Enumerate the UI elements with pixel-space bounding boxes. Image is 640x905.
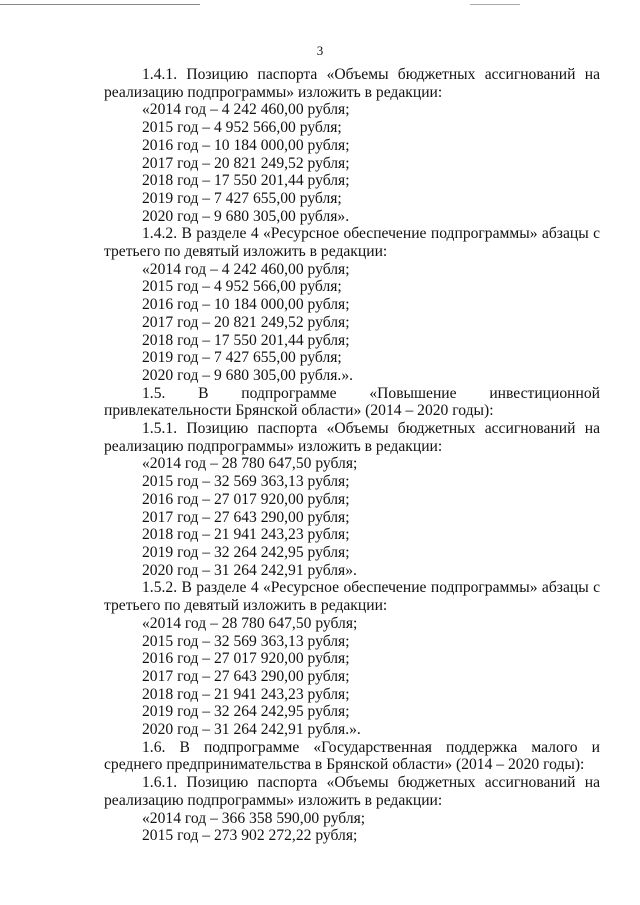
top-rule xyxy=(0,4,200,5)
budget-line: 2015 год – 32 569 363,13 рубля; xyxy=(142,473,350,491)
section-heading: 1.6.1. Позицию паспорта «Объемы бюджетных ассигнований на реализацию подпрограммы» изложить в редакции: xyxy=(104,774,600,809)
section-1-5 xyxy=(104,385,600,420)
budget-line: 2018 год – 21 941 243,23 рубля; xyxy=(142,685,350,703)
page-number: 3 xyxy=(316,43,324,58)
budget-line: 2018 год – 21 941 243,23 рубля; xyxy=(142,526,350,544)
budget-line: 2016 год – 27 017 920,00 рубля; xyxy=(142,490,350,508)
budget-line: «2014 год – 4 242 460,00 рубля; xyxy=(142,101,350,119)
budget-line: 2019 год – 32 264 242,95 рубля; xyxy=(142,543,350,561)
budget-line: 2017 год – 20 821 249,52 рубля; xyxy=(142,154,350,172)
document-body xyxy=(104,66,600,845)
budget-line: 2016 год – 10 184 000,00 рубля; xyxy=(142,296,350,314)
budget-line: 2018 год – 17 550 201,44 рубля; xyxy=(142,172,350,190)
budget-line: 2015 год – 273 902 272,22 рубля; xyxy=(142,827,358,845)
section-heading: 1.5.1. Позицию паспорта «Объемы бюджетных ассигнований на реализацию подпрограммы» изложить в редакции: xyxy=(104,420,600,455)
section-1-4-1 xyxy=(104,66,600,225)
budget-line: 2019 год – 7 427 655,00 рубля; xyxy=(142,349,342,367)
budget-line: 2020 год – 31 264 242,91 рубля». xyxy=(142,561,357,579)
top-rule-right xyxy=(470,4,520,5)
section-heading: 1.5. В подпрограмме «Повышение инвестиционной привлекательности Брянской области» (2014 – 2020 годы): xyxy=(104,384,600,420)
section-heading: 1.4.1. Позицию паспорта «Объемы бюджетных ассигнований на реализацию подпрограммы» изложить в редакции: xyxy=(104,66,600,101)
section-1-4-2 xyxy=(104,225,600,384)
budget-line: «2014 год – 28 780 647,50 рубля; xyxy=(142,455,358,473)
budget-line: 2020 год – 31 264 242,91 рубля.». xyxy=(142,721,361,739)
budget-line: «2014 год – 366 358 590,00 рубля; xyxy=(142,809,366,827)
budget-line: 2017 год – 27 643 290,00 рубля; xyxy=(142,508,350,526)
section-1-6-1 xyxy=(104,774,600,845)
section-1-6 xyxy=(104,739,600,774)
budget-line: 2016 год – 10 184 000,00 рубля; xyxy=(142,136,350,154)
budget-line: 2020 год – 9 680 305,00 рубля.». xyxy=(142,366,354,384)
budget-line: 2020 год – 9 680 305,00 рубля». xyxy=(142,207,350,225)
section-1-5-2 xyxy=(104,579,600,738)
budget-line: 2017 год – 27 643 290,00 рубля; xyxy=(142,667,350,685)
budget-line: 2017 год – 20 821 249,52 рубля; xyxy=(142,313,350,331)
section-heading: 1.6. В подпрограмме «Государственная поддержка малого и среднего предпринимательства в Брянской области» (2014 – 2020 годы): xyxy=(104,738,600,774)
budget-line: «2014 год – 28 780 647,50 рубля; xyxy=(142,614,358,632)
section-heading: 1.4.2. В разделе 4 «Ресурсное обеспечение подпрограммы» абзацы с третьего по девятый изложить в редакции: xyxy=(104,225,600,261)
budget-line: 2019 год – 7 427 655,00 рубля; xyxy=(142,189,342,207)
budget-line: 2015 год – 4 952 566,00 рубля; xyxy=(142,119,342,137)
section-heading: 1.5.2. В разделе 4 «Ресурсное обеспечение подпрограммы» абзацы с третьего по девятый изложить в редакции: xyxy=(104,579,600,615)
budget-line: 2015 год – 4 952 566,00 рубля; xyxy=(142,278,342,296)
budget-line: 2019 год – 32 264 242,95 рубля; xyxy=(142,703,350,721)
budget-line: «2014 год – 4 242 460,00 рубля; xyxy=(142,260,350,278)
budget-line: 2015 год – 32 569 363,13 рубля; xyxy=(142,632,350,650)
section-1-5-1 xyxy=(104,420,600,579)
budget-line: 2018 год – 17 550 201,44 рубля; xyxy=(142,331,350,349)
budget-line: 2016 год – 27 017 920,00 рубля; xyxy=(142,650,350,668)
